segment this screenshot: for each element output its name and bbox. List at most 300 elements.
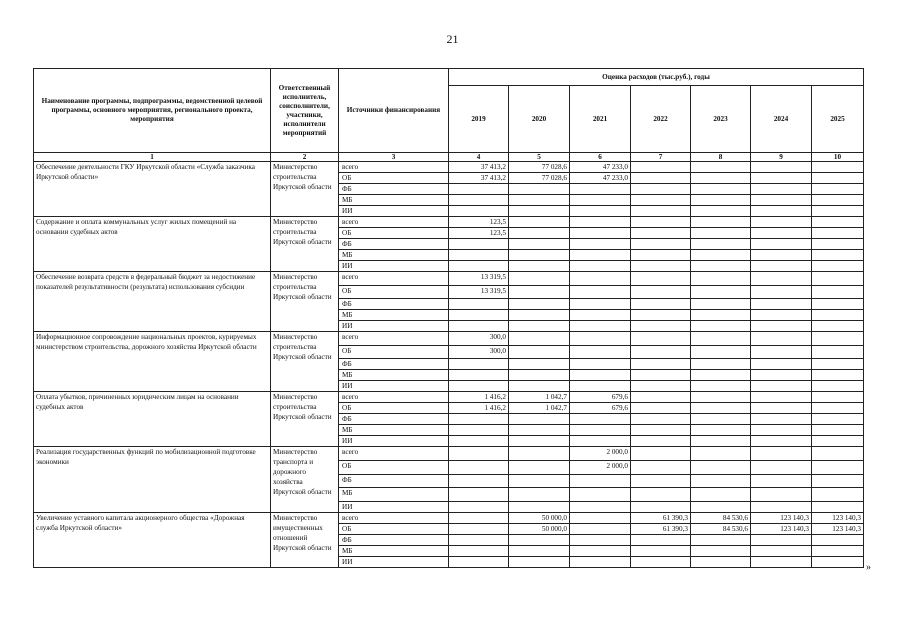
amount-cell bbox=[631, 228, 691, 239]
funding-source: МБ bbox=[339, 195, 449, 206]
column-number: 7 bbox=[631, 153, 691, 162]
amount-cell: 13 319,5 bbox=[449, 272, 509, 286]
amount-cell bbox=[631, 475, 691, 488]
funding-source: всего bbox=[339, 162, 449, 173]
amount-cell bbox=[691, 239, 751, 250]
amount-cell bbox=[691, 272, 751, 286]
amount-cell bbox=[509, 502, 570, 513]
amount-cell: 2 000,0 bbox=[570, 447, 631, 461]
amount-cell bbox=[691, 414, 751, 425]
amount-cell bbox=[631, 217, 691, 228]
amount-cell bbox=[751, 228, 812, 239]
amount-cell bbox=[449, 488, 509, 502]
amount-cell: 123 140,3 bbox=[812, 513, 864, 524]
amount-cell bbox=[570, 346, 631, 359]
amount-cell bbox=[509, 321, 570, 332]
amount-cell bbox=[631, 370, 691, 381]
amount-cell bbox=[631, 557, 691, 568]
amount-cell bbox=[570, 261, 631, 272]
funding-source: всего bbox=[339, 332, 449, 346]
amount-cell bbox=[631, 332, 691, 346]
amount-cell bbox=[751, 381, 812, 392]
amount-cell bbox=[751, 461, 812, 475]
funding-source: ОБ bbox=[339, 173, 449, 184]
amount-cell: 77 028,6 bbox=[509, 173, 570, 184]
amount-cell: 1 416,2 bbox=[449, 392, 509, 403]
amount-cell bbox=[449, 321, 509, 332]
amount-cell bbox=[691, 425, 751, 436]
amount-cell bbox=[751, 535, 812, 546]
amount-cell bbox=[812, 184, 864, 195]
amount-cell bbox=[812, 502, 864, 513]
activity-name: Содержание и оплата коммунальных услуг жилых помещений на основании судебных актов bbox=[34, 217, 271, 272]
amount-cell bbox=[570, 228, 631, 239]
funding-source: МБ bbox=[339, 310, 449, 321]
table-body bbox=[34, 162, 864, 568]
amount-cell bbox=[691, 346, 751, 359]
amount-cell: 123,5 bbox=[449, 217, 509, 228]
amount-cell bbox=[751, 414, 812, 425]
amount-cell: 50 000,0 bbox=[509, 524, 570, 535]
amount-cell bbox=[449, 370, 509, 381]
funding-source: ФБ bbox=[339, 299, 449, 310]
amount-cell bbox=[449, 535, 509, 546]
amount-cell bbox=[509, 195, 570, 206]
amount-cell bbox=[812, 392, 864, 403]
funding-source: ИИ bbox=[339, 557, 449, 568]
amount-cell: 679,6 bbox=[570, 392, 631, 403]
funding-source: МБ bbox=[339, 425, 449, 436]
amount-cell bbox=[631, 310, 691, 321]
amount-cell bbox=[509, 557, 570, 568]
amount-cell bbox=[449, 381, 509, 392]
funding-source: всего bbox=[339, 217, 449, 228]
amount-cell bbox=[509, 184, 570, 195]
amount-cell bbox=[449, 475, 509, 488]
amount-cell bbox=[449, 359, 509, 370]
amount-cell bbox=[751, 321, 812, 332]
amount-cell bbox=[631, 195, 691, 206]
amount-cell bbox=[751, 447, 812, 461]
amount-cell: 123 140,3 bbox=[751, 524, 812, 535]
amount-cell bbox=[691, 310, 751, 321]
amount-cell bbox=[691, 475, 751, 488]
funding-source: МБ bbox=[339, 250, 449, 261]
amount-cell bbox=[509, 286, 570, 299]
amount-cell bbox=[631, 286, 691, 299]
amount-cell bbox=[751, 502, 812, 513]
amount-cell bbox=[751, 239, 812, 250]
amount-cell bbox=[449, 502, 509, 513]
funding-source: ИИ bbox=[339, 261, 449, 272]
amount-cell bbox=[631, 272, 691, 286]
funding-source: ФБ bbox=[339, 239, 449, 250]
amount-cell bbox=[631, 359, 691, 370]
amount-cell bbox=[812, 195, 864, 206]
amount-cell bbox=[631, 206, 691, 217]
funding-source: ОБ bbox=[339, 403, 449, 414]
amount-cell bbox=[691, 381, 751, 392]
funding-source: ИИ bbox=[339, 321, 449, 332]
amount-cell bbox=[509, 206, 570, 217]
amount-cell bbox=[812, 535, 864, 546]
amount-cell bbox=[812, 217, 864, 228]
funding-source: всего bbox=[339, 447, 449, 461]
amount-cell bbox=[691, 299, 751, 310]
amount-cell bbox=[812, 272, 864, 286]
amount-cell bbox=[812, 546, 864, 557]
amount-cell bbox=[812, 359, 864, 370]
amount-cell bbox=[631, 299, 691, 310]
amount-cell bbox=[449, 414, 509, 425]
continuation-mark: » bbox=[866, 562, 871, 573]
amount-cell bbox=[751, 310, 812, 321]
amount-cell bbox=[570, 488, 631, 502]
amount-cell: 37 413,2 bbox=[449, 162, 509, 173]
amount-cell: 13 319,5 bbox=[449, 286, 509, 299]
amount-cell bbox=[631, 173, 691, 184]
amount-cell bbox=[570, 332, 631, 346]
amount-cell bbox=[570, 535, 631, 546]
amount-cell bbox=[509, 272, 570, 286]
funding-source: всего bbox=[339, 513, 449, 524]
amount-cell bbox=[631, 239, 691, 250]
amount-cell bbox=[691, 436, 751, 447]
amount-cell bbox=[691, 173, 751, 184]
amount-cell bbox=[812, 370, 864, 381]
amount-cell bbox=[570, 310, 631, 321]
amount-cell bbox=[691, 557, 751, 568]
funding-source: МБ bbox=[339, 488, 449, 502]
amount-cell bbox=[751, 286, 812, 299]
amount-cell bbox=[812, 286, 864, 299]
amount-cell bbox=[751, 332, 812, 346]
amount-cell bbox=[509, 239, 570, 250]
responsible-executor: Министерство строительства Иркутской области bbox=[271, 392, 339, 447]
amount-cell bbox=[751, 217, 812, 228]
amount-cell bbox=[812, 403, 864, 414]
amount-cell bbox=[509, 436, 570, 447]
amount-cell bbox=[570, 524, 631, 535]
column-number: 5 bbox=[509, 153, 570, 162]
amount-cell bbox=[812, 346, 864, 359]
amount-cell bbox=[751, 173, 812, 184]
amount-cell: 61 390,3 bbox=[631, 524, 691, 535]
amount-cell: 2 000,0 bbox=[570, 461, 631, 475]
amount-cell bbox=[509, 414, 570, 425]
amount-cell bbox=[449, 250, 509, 261]
column-number: 4 bbox=[449, 153, 509, 162]
amount-cell bbox=[751, 250, 812, 261]
amount-cell bbox=[751, 436, 812, 447]
amount-cell bbox=[509, 461, 570, 475]
amount-cell bbox=[812, 557, 864, 568]
amount-cell bbox=[631, 461, 691, 475]
amount-cell bbox=[691, 359, 751, 370]
funding-source: ОБ bbox=[339, 228, 449, 239]
amount-cell bbox=[691, 321, 751, 332]
amount-cell bbox=[509, 488, 570, 502]
amount-cell bbox=[570, 184, 631, 195]
column-number: 1 bbox=[34, 153, 271, 162]
amount-cell bbox=[449, 425, 509, 436]
amount-cell bbox=[570, 299, 631, 310]
table-row bbox=[34, 162, 864, 173]
amount-cell bbox=[509, 346, 570, 359]
header-year: 2021 bbox=[570, 86, 631, 153]
amount-cell bbox=[631, 502, 691, 513]
column-number: 6 bbox=[570, 153, 631, 162]
amount-cell: 300,0 bbox=[449, 346, 509, 359]
activity-name: Информационное сопровождение национальных проектов, курируемых министерством строительства, дорожного хозяйства Иркутской области bbox=[34, 332, 271, 392]
amount-cell bbox=[812, 414, 864, 425]
responsible-executor: Министерство строительства Иркутской области bbox=[271, 217, 339, 272]
amount-cell bbox=[570, 370, 631, 381]
column-number: 8 bbox=[691, 153, 751, 162]
amount-cell bbox=[812, 299, 864, 310]
amount-cell bbox=[812, 436, 864, 447]
funding-source: ФБ bbox=[339, 184, 449, 195]
amount-cell: 77 028,6 bbox=[509, 162, 570, 173]
funding-source: ИИ bbox=[339, 436, 449, 447]
amount-cell bbox=[631, 403, 691, 414]
amount-cell bbox=[570, 546, 631, 557]
amount-cell bbox=[631, 184, 691, 195]
amount-cell bbox=[570, 425, 631, 436]
amount-cell bbox=[570, 513, 631, 524]
amount-cell bbox=[812, 447, 864, 461]
amount-cell: 84 530,6 bbox=[691, 524, 751, 535]
amount-cell bbox=[449, 195, 509, 206]
amount-cell: 679,6 bbox=[570, 403, 631, 414]
amount-cell bbox=[509, 332, 570, 346]
amount-cell bbox=[570, 272, 631, 286]
amount-cell bbox=[449, 436, 509, 447]
amount-cell: 84 530,6 bbox=[691, 513, 751, 524]
amount-cell bbox=[570, 381, 631, 392]
amount-cell bbox=[691, 461, 751, 475]
amount-cell bbox=[751, 206, 812, 217]
amount-cell: 37 413,2 bbox=[449, 173, 509, 184]
responsible-executor: Министерство строительства Иркутской области bbox=[271, 162, 339, 217]
amount-cell bbox=[509, 546, 570, 557]
amount-cell bbox=[631, 250, 691, 261]
amount-cell bbox=[449, 299, 509, 310]
amount-cell bbox=[691, 502, 751, 513]
amount-cell: 47 233,0 bbox=[570, 162, 631, 173]
table-row bbox=[34, 272, 864, 286]
header-sources: Источники финансирования bbox=[339, 69, 449, 153]
amount-cell bbox=[570, 286, 631, 299]
amount-cell bbox=[812, 162, 864, 173]
amount-cell bbox=[570, 195, 631, 206]
header-estimate: Оценка расходов (тыс.руб.), годы bbox=[449, 69, 864, 86]
header-year: 2020 bbox=[509, 86, 570, 153]
amount-cell bbox=[631, 447, 691, 461]
amount-cell bbox=[691, 392, 751, 403]
funding-source: МБ bbox=[339, 370, 449, 381]
amount-cell bbox=[751, 261, 812, 272]
amount-cell bbox=[570, 475, 631, 488]
amount-cell bbox=[509, 217, 570, 228]
amount-cell: 1 416,2 bbox=[449, 403, 509, 414]
column-numbers-row bbox=[34, 153, 864, 162]
amount-cell: 300,0 bbox=[449, 332, 509, 346]
amount-cell bbox=[691, 184, 751, 195]
table-row bbox=[34, 392, 864, 403]
amount-cell bbox=[449, 184, 509, 195]
amount-cell bbox=[631, 535, 691, 546]
amount-cell bbox=[691, 206, 751, 217]
amount-cell bbox=[631, 436, 691, 447]
page-number: 21 bbox=[446, 32, 459, 46]
amount-cell bbox=[449, 310, 509, 321]
funding-source: ОБ bbox=[339, 346, 449, 359]
amount-cell bbox=[751, 488, 812, 502]
column-number: 10 bbox=[812, 153, 864, 162]
header-program: Наименование программы, подпрограммы, ведомственной целевой программы, основного мероприятия, регионального проекта, мероприятия bbox=[34, 69, 271, 153]
amount-cell bbox=[509, 299, 570, 310]
amount-cell bbox=[751, 195, 812, 206]
amount-cell: 47 233,0 bbox=[570, 173, 631, 184]
amount-cell bbox=[812, 173, 864, 184]
amount-cell bbox=[751, 359, 812, 370]
amount-cell bbox=[631, 425, 691, 436]
amount-cell bbox=[691, 261, 751, 272]
amount-cell bbox=[509, 359, 570, 370]
funding-source: всего bbox=[339, 272, 449, 286]
amount-cell bbox=[691, 217, 751, 228]
amount-cell bbox=[449, 557, 509, 568]
amount-cell bbox=[691, 286, 751, 299]
amount-cell bbox=[509, 447, 570, 461]
funding-source: ИИ bbox=[339, 206, 449, 217]
amount-cell bbox=[570, 436, 631, 447]
amount-cell bbox=[751, 475, 812, 488]
amount-cell bbox=[509, 381, 570, 392]
amount-cell bbox=[509, 261, 570, 272]
amount-cell bbox=[509, 425, 570, 436]
funding-source: ИИ bbox=[339, 502, 449, 513]
amount-cell bbox=[631, 162, 691, 173]
amount-cell bbox=[570, 359, 631, 370]
amount-cell bbox=[449, 524, 509, 535]
column-number: 2 bbox=[271, 153, 339, 162]
amount-cell bbox=[570, 414, 631, 425]
funding-source: ОБ bbox=[339, 524, 449, 535]
amount-cell bbox=[631, 261, 691, 272]
amount-cell: 1 042,7 bbox=[509, 403, 570, 414]
table-row bbox=[34, 332, 864, 346]
activity-name: Реализация государственных функций по мобилизационной подготовке экономики bbox=[34, 447, 271, 513]
activity-name: Обеспечение деятельности ГКУ Иркутской области «Служба заказчика Иркутской области» bbox=[34, 162, 271, 217]
amount-cell bbox=[751, 425, 812, 436]
header-year: 2019 bbox=[449, 86, 509, 153]
amount-cell bbox=[449, 447, 509, 461]
amount-cell bbox=[509, 535, 570, 546]
responsible-executor: Министерство строительства Иркутской области bbox=[271, 332, 339, 392]
amount-cell bbox=[570, 502, 631, 513]
table-row bbox=[34, 447, 864, 461]
amount-cell: 50 000,0 bbox=[509, 513, 570, 524]
amount-cell bbox=[631, 346, 691, 359]
funding-source: ФБ bbox=[339, 535, 449, 546]
amount-cell bbox=[570, 557, 631, 568]
responsible-executor: Министерство транспорта и дорожного хозяйства Иркутской области bbox=[271, 447, 339, 513]
funding-source: ОБ bbox=[339, 461, 449, 475]
budget-table bbox=[33, 68, 864, 568]
amount-cell bbox=[509, 370, 570, 381]
column-number: 3 bbox=[339, 153, 449, 162]
amount-cell bbox=[449, 546, 509, 557]
responsible-executor: Министерство имущественных отношений Иркутской области bbox=[271, 513, 339, 568]
amount-cell bbox=[691, 332, 751, 346]
amount-cell bbox=[812, 488, 864, 502]
amount-cell bbox=[631, 321, 691, 332]
amount-cell bbox=[812, 475, 864, 488]
table-row bbox=[34, 217, 864, 228]
amount-cell: 123 140,3 bbox=[812, 524, 864, 535]
amount-cell bbox=[812, 425, 864, 436]
amount-cell bbox=[691, 488, 751, 502]
amount-cell bbox=[449, 206, 509, 217]
column-number: 9 bbox=[751, 153, 812, 162]
header-year: 2022 bbox=[631, 86, 691, 153]
amount-cell bbox=[570, 217, 631, 228]
amount-cell bbox=[751, 392, 812, 403]
responsible-executor: Министерство строительства Иркутской области bbox=[271, 272, 339, 332]
amount-cell bbox=[570, 239, 631, 250]
activity-name: Обеспечение возврата средств в федеральный бюджет за недостижение показателей результативности (результата) использования субсидии bbox=[34, 272, 271, 332]
amount-cell bbox=[812, 228, 864, 239]
header-year: 2023 bbox=[691, 86, 751, 153]
amount-cell bbox=[570, 206, 631, 217]
amount-cell bbox=[449, 261, 509, 272]
amount-cell bbox=[631, 381, 691, 392]
funding-source: МБ bbox=[339, 546, 449, 557]
amount-cell bbox=[812, 239, 864, 250]
amount-cell bbox=[691, 403, 751, 414]
funding-source: ФБ bbox=[339, 359, 449, 370]
amount-cell bbox=[631, 392, 691, 403]
amount-cell bbox=[691, 228, 751, 239]
amount-cell: 123 140,3 bbox=[751, 513, 812, 524]
funding-source: ИИ bbox=[339, 381, 449, 392]
amount-cell bbox=[691, 447, 751, 461]
amount-cell bbox=[570, 250, 631, 261]
activity-name: Оплата убытков, причиненных юридическим лицам на основании судебных актов bbox=[34, 392, 271, 447]
funding-source: всего bbox=[339, 392, 449, 403]
amount-cell bbox=[631, 414, 691, 425]
amount-cell bbox=[751, 346, 812, 359]
funding-source: ФБ bbox=[339, 414, 449, 425]
amount-cell bbox=[812, 310, 864, 321]
amount-cell bbox=[751, 272, 812, 286]
amount-cell bbox=[631, 488, 691, 502]
amount-cell bbox=[812, 250, 864, 261]
amount-cell: 123,5 bbox=[449, 228, 509, 239]
amount-cell bbox=[691, 250, 751, 261]
amount-cell bbox=[509, 228, 570, 239]
funding-source: ФБ bbox=[339, 475, 449, 488]
activity-name: Увеличение уставного капитала акционерного общества «Дорожная служба Иркутской области» bbox=[34, 513, 271, 568]
amount-cell bbox=[691, 162, 751, 173]
amount-cell bbox=[691, 546, 751, 557]
amount-cell bbox=[812, 381, 864, 392]
amount-cell bbox=[570, 321, 631, 332]
amount-cell bbox=[812, 261, 864, 272]
amount-cell: 1 042,7 bbox=[509, 392, 570, 403]
